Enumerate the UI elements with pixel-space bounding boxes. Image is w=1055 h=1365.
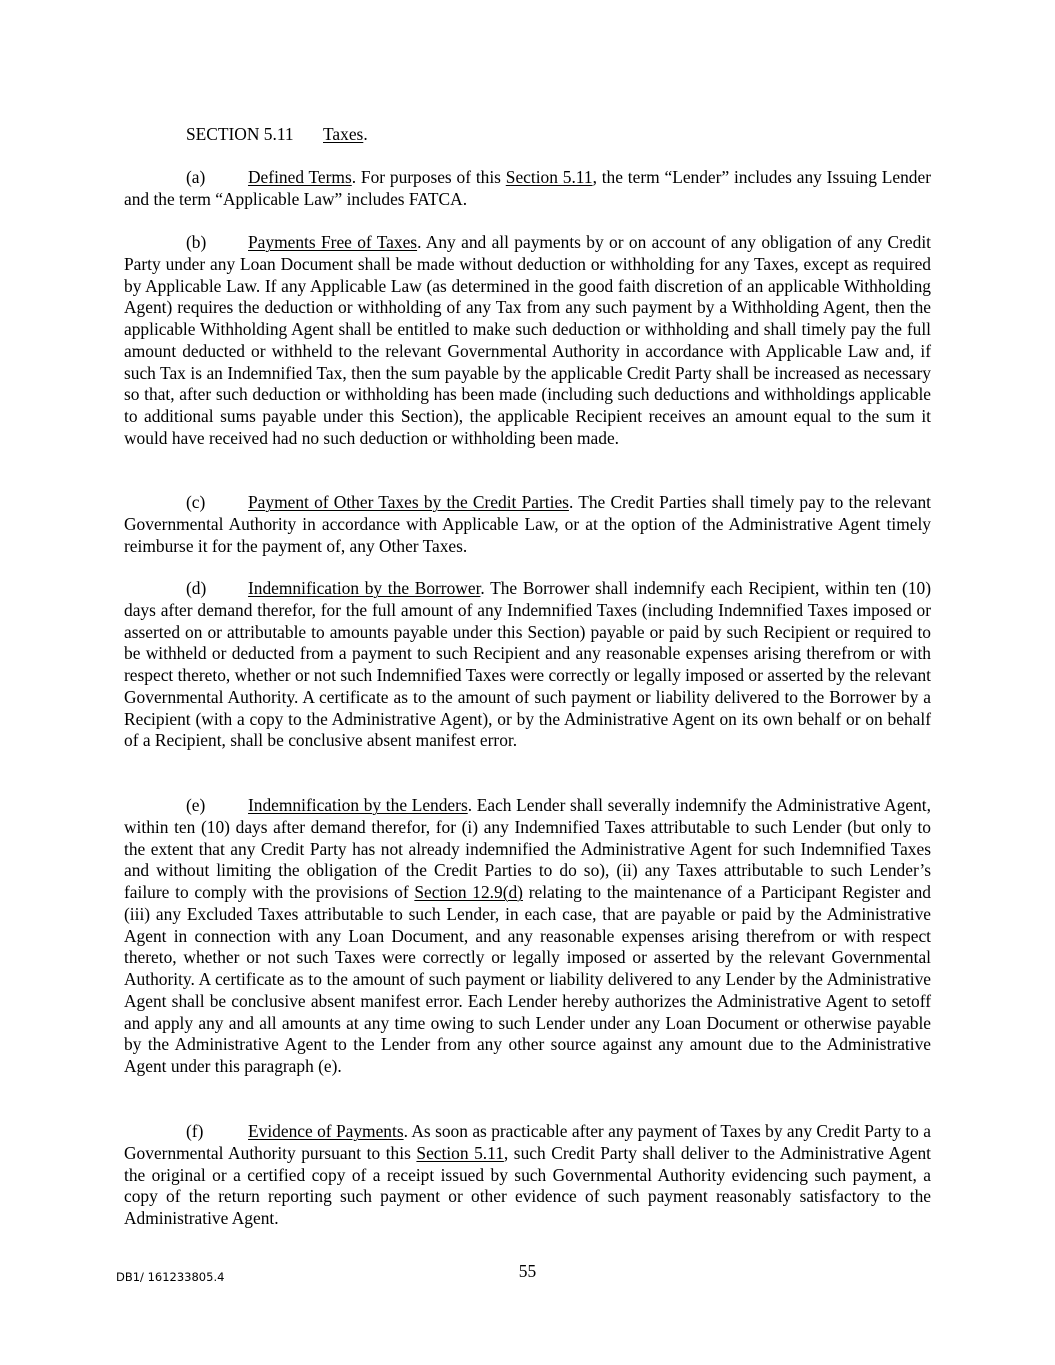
paragraph-heading: Evidence of Payments	[248, 1121, 404, 1141]
paragraph-text: . The Borrower shall indemnify each Recipient, within ten (10) days after demand therefor, for the full amount of any Indemnified Taxes (including Indemnified Taxes imposed or asserted on or attributable to amounts payable under this Section) payable or paid by such Recipient or required to be withheld or deducted from a payment to such Recipient and any reasonable expenses arising therefrom or with respect thereto, whether or not such Indemnified Taxes were correctly or legally imposed or asserted by the relevant Governmental Authority. A certificate as to the amount of such payment or liability delivered to the Borrower by a Recipient (with a copy to the Administrative Agent), or by the Administrative Agent on its own behalf or on behalf of a Recipient, shall be conclusive absent manifest error.	[124, 578, 931, 751]
paragraph-text: . As soon as practicable after any payment of Taxes by any Credit Party to a Governmental Authority pursuant to this	[124, 1121, 931, 1163]
paragraph-label: (f)	[186, 1121, 204, 1141]
paragraph-heading: Payment of Other Taxes by the Credit Parties	[248, 492, 569, 512]
paragraph-label: (d)	[186, 578, 207, 598]
paragraph-heading: Indemnification by the Borrower	[248, 578, 481, 598]
paragraph-text: relating to the maintenance of a Participant Register and (iii) any Excluded Taxes attributable to such Lender, in each case, that are payable or paid by the Administrative Agent in connection with any Loan Document, and any reasonable expenses arising therefrom or with respect thereto, whether or not such Taxes were correctly or legally imposed or asserted by the relevant Governmental Authority. A certificate as to the amount of such payment or liability delivered to any Lender by the Administrative Agent shall be conclusive absent manifest error. Each Lender hereby authorizes the Administrative Agent to setoff and apply any and all amounts at any time owing to such Lender under any Loan Document or otherwise payable by the Administrative Agent to the Lender from any other source against any amount due to the Administrative Agent under this paragraph (e).	[124, 882, 931, 1076]
paragraph-heading: Indemnification by the Lenders	[248, 795, 468, 815]
section-reference: Section 12.9(d)	[414, 882, 523, 902]
paragraph-e	[124, 795, 931, 1078]
paragraph-label: (b)	[186, 232, 207, 252]
page-number: 55	[518, 1261, 537, 1281]
paragraph-label: (e)	[186, 795, 206, 815]
paragraph-b	[124, 232, 931, 450]
paragraph-a	[124, 167, 931, 211]
section-reference: Section 5.11	[505, 167, 593, 187]
paragraph-f	[124, 1121, 931, 1230]
paragraph-heading: Payments Free of Taxes	[248, 232, 418, 252]
section-number: SECTION 5.11	[186, 124, 294, 144]
paragraph-text: , such Credit Party shall deliver to the Administrative Agent the original or a certified copy of a receipt issued by such Governmental Authority evidencing such payment, a copy of the return reporting such payment or other evidence of such payment reasonably satisfactory to the Administrative Agent.	[124, 1142, 931, 1228]
paragraph-text: . The Credit Parties shall timely pay to the relevant Governmental Authority in accordance with Applicable Law, or at the option of the Administrative Agent timely reimburse it for the payment of, any Other Taxes.	[124, 492, 931, 556]
footer-document-id: DB1/ 161233805.4	[116, 1270, 225, 1284]
paragraph-text: . Any and all payments by or on account of any obligation of any Credit Party under any Loan Document shall be made without deduction or withholding for any Taxes, except as required by Applicable Law. If any Applicable Law (as determined in the good faith discretion of an applicable Withholding Agent) requires the deduction or withholding of any Tax from any such payment by a Withholding Agent, then the applicable Withholding Agent shall be entitled to make such deduction or withholding and shall timely pay the full amount deducted or withheld to the relevant Governmental Authority in accordance with Applicable Law and, if such Tax is an Indemnified Tax, then the sum payable by the applicable Credit Party shall be increased as necessary so that, after such deduction or withholding has been made (including such deductions and withholdings applicable to additional sums payable under this Section), the applicable Recipient receives an amount equal to the sum it would have received had no such deduction or withholding been made.	[124, 232, 931, 448]
section-title: Taxes	[323, 124, 364, 144]
paragraph-d	[124, 578, 931, 752]
paragraph-heading: Defined Terms	[248, 167, 352, 187]
paragraph-label: (a)	[186, 167, 206, 187]
paragraph-c	[124, 492, 931, 557]
paragraph-text: . Each Lender shall severally indemnify the Administrative Agent, within ten (10) days after demand therefor, for (i) any Indemnified Taxes attributable to such Lender (but only to the extent that any Credit Party has not already indemnified the Administrative Agent for such Indemnified Taxes and without limiting the obligation of the Credit Parties to do so), (ii) any Taxes attributable to such Lender’s failure to comply with the provisions of	[124, 795, 931, 902]
paragraph-text: . For purposes of this	[351, 167, 506, 187]
section-reference: Section 5.11	[416, 1142, 504, 1163]
section-heading	[186, 124, 368, 146]
paragraph-label: (c)	[186, 492, 206, 512]
section-title-suffix: .	[363, 124, 368, 144]
paragraph-text: , the term “Lender” includes any Issuing Lender and the term “Applicable Law” includes FATCA.	[124, 167, 931, 209]
